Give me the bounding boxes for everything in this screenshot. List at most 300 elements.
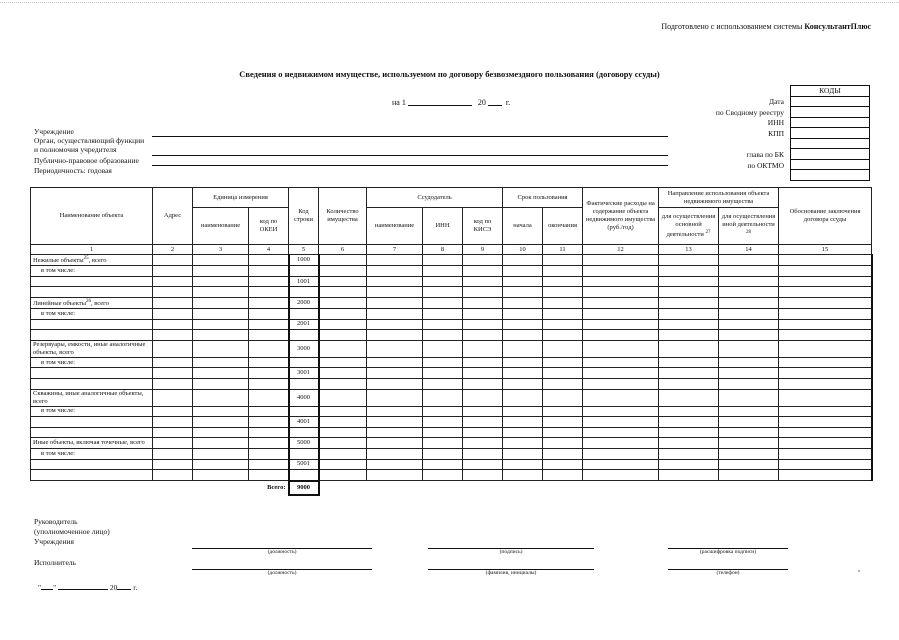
data-cell[interactable] <box>153 309 193 320</box>
object-name-cell[interactable] <box>31 379 153 390</box>
organ-field[interactable] <box>152 155 668 156</box>
data-cell[interactable] <box>503 357 543 368</box>
data-cell[interactable] <box>153 438 193 449</box>
data-cell[interactable] <box>659 266 719 277</box>
data-cell[interactable] <box>319 330 367 341</box>
data-cell[interactable] <box>423 297 463 308</box>
data-cell[interactable] <box>583 427 659 438</box>
data-cell[interactable] <box>249 266 289 277</box>
data-cell[interactable] <box>779 438 872 449</box>
data-cell[interactable] <box>463 330 503 341</box>
data-cell[interactable] <box>319 417 367 428</box>
code-periodicity[interactable] <box>791 170 870 181</box>
data-cell[interactable] <box>503 389 543 406</box>
data-cell[interactable] <box>319 340 367 357</box>
data-cell[interactable] <box>719 309 779 320</box>
data-cell[interactable] <box>463 459 503 470</box>
data-cell[interactable] <box>659 470 719 481</box>
data-cell[interactable] <box>583 340 659 357</box>
data-cell[interactable] <box>463 255 503 266</box>
data-cell[interactable] <box>249 389 289 406</box>
report-date: на 1 20 г. <box>392 98 511 107</box>
data-cell[interactable] <box>779 449 872 460</box>
data-cell[interactable] <box>249 330 289 341</box>
data-cell[interactable] <box>779 459 872 470</box>
data-cell[interactable] <box>543 309 583 320</box>
data-cell[interactable] <box>583 379 659 390</box>
data-cell[interactable] <box>193 427 249 438</box>
date-year-field[interactable] <box>488 96 502 106</box>
data-cell[interactable] <box>779 368 872 379</box>
data-cell[interactable] <box>543 470 583 481</box>
data-cell[interactable] <box>583 470 659 481</box>
public-entity-field[interactable] <box>152 165 668 166</box>
data-cell[interactable] <box>583 449 659 460</box>
row-code-cell: 4001 <box>289 417 319 428</box>
data-cell[interactable] <box>719 459 779 470</box>
data-cell[interactable] <box>583 389 659 406</box>
object-name-cell[interactable] <box>31 417 153 428</box>
data-cell[interactable] <box>543 459 583 470</box>
data-cell[interactable] <box>423 319 463 330</box>
data-cell[interactable] <box>543 297 583 308</box>
data-cell[interactable] <box>719 406 779 417</box>
data-cell[interactable] <box>719 389 779 406</box>
data-cell[interactable] <box>659 357 719 368</box>
data-cell[interactable] <box>423 340 463 357</box>
code-date[interactable] <box>791 96 870 107</box>
data-cell[interactable] <box>153 287 193 298</box>
data-cell[interactable] <box>719 287 779 298</box>
data-cell[interactable] <box>503 330 543 341</box>
data-cell[interactable] <box>659 287 719 298</box>
data-cell[interactable] <box>193 340 249 357</box>
data-cell[interactable] <box>193 309 249 320</box>
data-cell[interactable] <box>719 438 779 449</box>
code-blank[interactable] <box>791 138 870 149</box>
data-cell[interactable] <box>543 417 583 428</box>
data-cell[interactable] <box>659 379 719 390</box>
sig-date-day-field[interactable] <box>41 581 53 590</box>
column-number: 7 <box>367 245 423 255</box>
data-cell[interactable] <box>367 379 423 390</box>
data-cell[interactable] <box>719 449 779 460</box>
data-cell[interactable] <box>193 449 249 460</box>
data-cell[interactable] <box>193 438 249 449</box>
object-name-cell[interactable] <box>31 368 153 379</box>
data-cell[interactable] <box>367 357 423 368</box>
data-cell[interactable] <box>543 389 583 406</box>
data-cell[interactable] <box>367 459 423 470</box>
data-cell[interactable] <box>719 266 779 277</box>
data-cell[interactable] <box>249 438 289 449</box>
column-number: 2 <box>153 245 193 255</box>
data-cell[interactable] <box>193 406 249 417</box>
data-cell[interactable] <box>367 427 423 438</box>
data-cell[interactable] <box>779 266 872 277</box>
data-cell[interactable] <box>503 340 543 357</box>
data-cell[interactable] <box>319 379 367 390</box>
data-cell[interactable] <box>193 276 249 287</box>
data-cell[interactable] <box>463 389 503 406</box>
data-cell[interactable] <box>543 330 583 341</box>
data-cell[interactable] <box>719 427 779 438</box>
data-cell[interactable] <box>719 368 779 379</box>
object-name-cell[interactable] <box>31 470 153 481</box>
data-cell[interactable] <box>659 330 719 341</box>
code-registry[interactable] <box>791 107 870 118</box>
data-cell[interactable] <box>779 287 872 298</box>
data-cell[interactable] <box>779 297 872 308</box>
data-cell[interactable] <box>659 449 719 460</box>
row-code-cell: 1001 <box>289 276 319 287</box>
data-cell[interactable] <box>249 449 289 460</box>
data-cell[interactable] <box>659 319 719 330</box>
data-cell[interactable] <box>423 357 463 368</box>
data-cell[interactable] <box>503 470 543 481</box>
column-number: 5 <box>289 245 319 255</box>
data-cell[interactable] <box>543 287 583 298</box>
data-cell[interactable] <box>503 255 543 266</box>
data-cell[interactable] <box>193 357 249 368</box>
data-cell[interactable] <box>193 417 249 428</box>
data-cell[interactable] <box>153 276 193 287</box>
object-name-cell[interactable] <box>31 319 153 330</box>
data-cell[interactable] <box>423 449 463 460</box>
data-cell[interactable] <box>367 340 423 357</box>
data-cell[interactable] <box>719 330 779 341</box>
data-cell[interactable] <box>193 368 249 379</box>
data-cell[interactable] <box>463 427 503 438</box>
data-cell[interactable] <box>153 427 193 438</box>
data-cell[interactable] <box>583 438 659 449</box>
data-cell[interactable] <box>423 438 463 449</box>
data-cell[interactable] <box>543 427 583 438</box>
data-cell[interactable] <box>193 389 249 406</box>
data-cell[interactable] <box>583 459 659 470</box>
data-cell[interactable] <box>249 470 289 481</box>
data-cell[interactable] <box>153 368 193 379</box>
data-cell[interactable] <box>463 297 503 308</box>
data-cell[interactable] <box>779 379 872 390</box>
data-cell[interactable] <box>367 389 423 406</box>
code-bk[interactable] <box>791 149 870 160</box>
data-cell[interactable] <box>249 340 289 357</box>
data-cell[interactable] <box>463 417 503 428</box>
data-cell[interactable] <box>659 276 719 287</box>
data-cell[interactable] <box>719 319 779 330</box>
data-cell[interactable] <box>367 319 423 330</box>
data-cell[interactable] <box>659 368 719 379</box>
data-cell[interactable] <box>249 287 289 298</box>
data-cell[interactable] <box>423 417 463 428</box>
row-code-cell <box>289 470 319 481</box>
column-number: 3 <box>193 245 249 255</box>
data-cell[interactable] <box>583 330 659 341</box>
data-cell[interactable] <box>319 266 367 277</box>
data-cell[interactable] <box>367 287 423 298</box>
data-cell[interactable] <box>153 255 193 266</box>
data-cell[interactable] <box>463 357 503 368</box>
sig-date-month-field[interactable] <box>58 581 108 590</box>
data-cell[interactable] <box>153 319 193 330</box>
object-name-cell[interactable] <box>31 330 153 341</box>
data-cell[interactable] <box>779 417 872 428</box>
data-cell[interactable] <box>719 379 779 390</box>
data-cell[interactable] <box>367 449 423 460</box>
table-row <box>31 266 872 277</box>
object-name-cell[interactable] <box>31 459 153 470</box>
data-cell[interactable] <box>319 406 367 417</box>
data-cell[interactable] <box>153 417 193 428</box>
data-cell[interactable] <box>543 255 583 266</box>
data-cell[interactable] <box>319 389 367 406</box>
object-name-cell[interactable] <box>31 276 153 287</box>
data-cell[interactable] <box>543 449 583 460</box>
data-cell[interactable] <box>249 309 289 320</box>
data-cell[interactable] <box>367 406 423 417</box>
data-cell[interactable] <box>659 417 719 428</box>
data-cell[interactable] <box>543 357 583 368</box>
column-numbers-row <box>31 245 872 255</box>
data-cell[interactable] <box>367 255 423 266</box>
data-cell[interactable] <box>503 438 543 449</box>
data-cell[interactable] <box>367 266 423 277</box>
data-cell[interactable] <box>543 266 583 277</box>
data-cell[interactable] <box>193 470 249 481</box>
data-cell[interactable] <box>367 276 423 287</box>
data-cell[interactable] <box>503 406 543 417</box>
data-cell[interactable] <box>249 417 289 428</box>
data-cell[interactable] <box>423 309 463 320</box>
data-cell[interactable] <box>719 470 779 481</box>
data-cell[interactable] <box>503 319 543 330</box>
data-cell[interactable] <box>319 470 367 481</box>
data-cell[interactable] <box>463 276 503 287</box>
data-cell[interactable] <box>583 417 659 428</box>
data-cell[interactable] <box>319 297 367 308</box>
data-cell[interactable] <box>779 357 872 368</box>
data-cell[interactable] <box>153 357 193 368</box>
data-cell[interactable] <box>319 255 367 266</box>
data-cell[interactable] <box>779 319 872 330</box>
data-cell[interactable] <box>719 297 779 308</box>
data-cell[interactable] <box>367 309 423 320</box>
data-cell[interactable] <box>423 459 463 470</box>
code-kpp[interactable] <box>791 128 870 139</box>
data-cell[interactable] <box>503 287 543 298</box>
data-cell[interactable] <box>423 330 463 341</box>
data-cell[interactable] <box>463 309 503 320</box>
data-cell[interactable] <box>153 266 193 277</box>
data-cell[interactable] <box>779 389 872 406</box>
object-name-cell[interactable] <box>31 287 153 298</box>
data-cell[interactable] <box>719 417 779 428</box>
sig-date-year-field[interactable] <box>117 581 131 590</box>
data-cell[interactable] <box>779 309 872 320</box>
data-cell[interactable] <box>463 368 503 379</box>
data-cell[interactable] <box>779 340 872 357</box>
data-cell[interactable] <box>463 406 503 417</box>
data-cell[interactable] <box>583 368 659 379</box>
data-cell[interactable] <box>543 406 583 417</box>
data-cell[interactable] <box>503 379 543 390</box>
data-cell[interactable] <box>249 255 289 266</box>
data-cell[interactable] <box>503 459 543 470</box>
data-cell[interactable] <box>153 389 193 406</box>
data-cell[interactable] <box>423 255 463 266</box>
codes-labels: Дата по Сводному реестру ИНН КПП глава по БК по ОКТМО <box>715 97 784 170</box>
data-cell[interactable] <box>583 276 659 287</box>
data-cell[interactable] <box>423 287 463 298</box>
col-header-direction: Направление использования объекта недвижимого имущества <box>659 188 779 208</box>
data-cell[interactable] <box>543 438 583 449</box>
data-cell[interactable] <box>583 319 659 330</box>
data-cell[interactable] <box>583 287 659 298</box>
data-cell[interactable] <box>423 406 463 417</box>
data-cell[interactable] <box>153 379 193 390</box>
data-cell[interactable] <box>503 427 543 438</box>
data-cell[interactable] <box>463 438 503 449</box>
data-cell[interactable] <box>193 319 249 330</box>
data-cell[interactable] <box>779 406 872 417</box>
col-header-unit-name: наименование <box>193 208 249 245</box>
data-cell[interactable] <box>719 276 779 287</box>
data-cell[interactable] <box>719 340 779 357</box>
data-cell[interactable] <box>463 470 503 481</box>
data-cell[interactable] <box>659 406 719 417</box>
data-cell[interactable] <box>249 368 289 379</box>
data-cell[interactable] <box>153 449 193 460</box>
data-cell[interactable] <box>319 449 367 460</box>
data-cell[interactable] <box>193 266 249 277</box>
data-cell[interactable] <box>367 330 423 341</box>
data-cell[interactable] <box>659 389 719 406</box>
data-cell[interactable] <box>193 330 249 341</box>
data-cell[interactable] <box>503 309 543 320</box>
data-cell[interactable] <box>249 406 289 417</box>
data-cell[interactable] <box>503 449 543 460</box>
organ-label-1: Орган, осуществляющий функции <box>34 136 145 145</box>
data-cell[interactable] <box>367 438 423 449</box>
data-cell[interactable] <box>153 406 193 417</box>
data-cell[interactable] <box>193 297 249 308</box>
data-cell[interactable] <box>779 427 872 438</box>
data-cell[interactable] <box>659 309 719 320</box>
data-cell[interactable] <box>659 297 719 308</box>
data-cell[interactable] <box>659 427 719 438</box>
data-cell[interactable] <box>463 340 503 357</box>
data-cell[interactable] <box>583 309 659 320</box>
data-cell[interactable] <box>463 319 503 330</box>
data-cell[interactable] <box>719 357 779 368</box>
data-cell[interactable] <box>583 297 659 308</box>
data-cell[interactable] <box>153 340 193 357</box>
data-cell[interactable] <box>319 287 367 298</box>
data-cell[interactable] <box>193 379 249 390</box>
data-cell[interactable] <box>779 276 872 287</box>
data-cell[interactable] <box>583 255 659 266</box>
data-cell[interactable] <box>367 297 423 308</box>
data-cell[interactable] <box>249 319 289 330</box>
data-cell[interactable] <box>249 276 289 287</box>
data-cell[interactable] <box>423 470 463 481</box>
data-cell[interactable] <box>423 379 463 390</box>
data-cell[interactable] <box>249 379 289 390</box>
data-cell[interactable] <box>463 266 503 277</box>
data-cell[interactable] <box>153 470 193 481</box>
data-cell[interactable] <box>659 340 719 357</box>
data-cell[interactable] <box>193 287 249 298</box>
data-cell[interactable] <box>249 357 289 368</box>
data-cell[interactable] <box>423 266 463 277</box>
data-cell[interactable] <box>583 266 659 277</box>
data-cell[interactable] <box>503 276 543 287</box>
data-cell[interactable] <box>249 297 289 308</box>
data-cell[interactable] <box>423 389 463 406</box>
data-cell[interactable] <box>583 357 659 368</box>
data-cell[interactable] <box>423 427 463 438</box>
data-cell[interactable] <box>249 459 289 470</box>
data-cell[interactable] <box>319 309 367 320</box>
data-cell[interactable] <box>503 266 543 277</box>
data-cell[interactable] <box>463 287 503 298</box>
data-cell[interactable] <box>543 379 583 390</box>
data-cell[interactable] <box>503 297 543 308</box>
data-cell[interactable] <box>463 449 503 460</box>
data-cell[interactable] <box>503 368 543 379</box>
data-cell[interactable] <box>659 438 719 449</box>
data-cell[interactable] <box>779 330 872 341</box>
data-cell[interactable] <box>367 417 423 428</box>
data-cell[interactable] <box>367 470 423 481</box>
data-cell[interactable] <box>779 470 872 481</box>
data-cell[interactable] <box>153 330 193 341</box>
data-cell[interactable] <box>319 357 367 368</box>
data-cell[interactable] <box>503 417 543 428</box>
data-cell[interactable] <box>543 319 583 330</box>
data-cell[interactable] <box>543 340 583 357</box>
data-cell[interactable] <box>423 368 463 379</box>
data-cell[interactable] <box>249 427 289 438</box>
data-cell[interactable] <box>193 459 249 470</box>
code-oktmo[interactable] <box>791 159 870 170</box>
data-cell[interactable] <box>779 255 872 266</box>
data-cell[interactable] <box>659 459 719 470</box>
code-inn[interactable] <box>791 117 870 128</box>
data-cell[interactable] <box>423 276 463 287</box>
data-cell[interactable] <box>193 255 249 266</box>
data-cell[interactable] <box>367 368 423 379</box>
data-cell[interactable] <box>659 255 719 266</box>
data-cell[interactable] <box>319 427 367 438</box>
data-cell[interactable] <box>319 459 367 470</box>
data-cell[interactable] <box>153 297 193 308</box>
data-cell[interactable] <box>319 368 367 379</box>
data-cell[interactable] <box>319 438 367 449</box>
data-cell[interactable] <box>583 406 659 417</box>
data-cell[interactable] <box>319 319 367 330</box>
data-cell[interactable] <box>153 459 193 470</box>
date-day-month-field[interactable] <box>408 96 472 106</box>
data-cell[interactable] <box>543 368 583 379</box>
data-cell[interactable] <box>319 276 367 287</box>
institution-field[interactable] <box>152 136 668 137</box>
object-name-cell[interactable] <box>31 427 153 438</box>
data-cell[interactable] <box>719 255 779 266</box>
data-cell[interactable] <box>463 379 503 390</box>
data-cell[interactable] <box>543 276 583 287</box>
